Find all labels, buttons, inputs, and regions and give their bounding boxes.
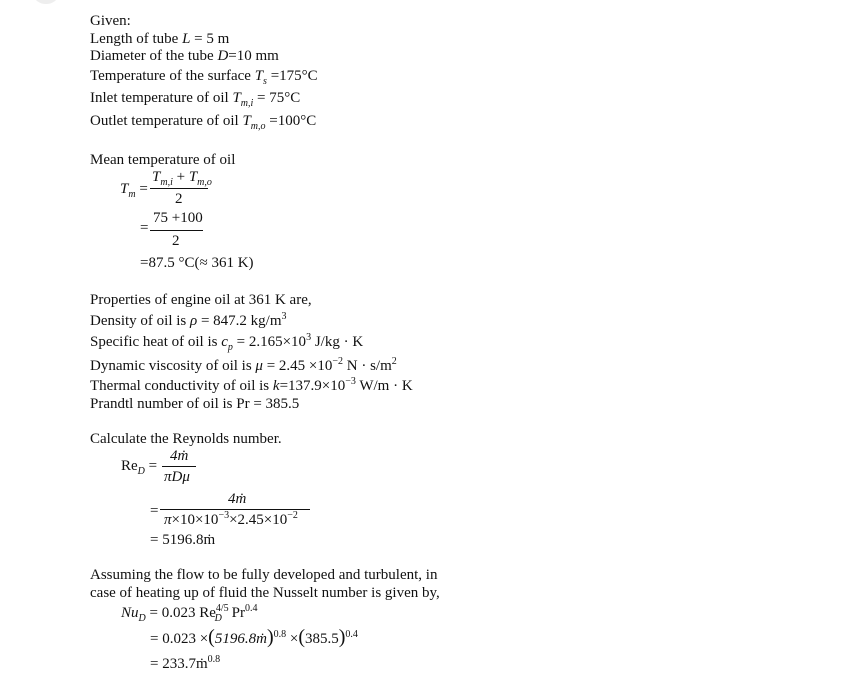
cp-value: = 2.165×10: [236, 334, 307, 350]
reynolds-fraction-2-numerator: 4ṁ: [228, 491, 247, 507]
cp-subscript: p: [227, 342, 233, 353]
k-label: Thermal conductivity of oil is: [90, 378, 270, 394]
surface-temp-label: Temperature of the surface: [90, 68, 251, 84]
nusselt-eq2-exponent-1: 0.8: [273, 629, 287, 640]
nusselt-eq1-exponent: 4/5: [215, 603, 229, 614]
nusselt-eq2-part-d: 385.5: [305, 631, 339, 647]
length-label: Length of tube: [90, 31, 179, 47]
reynolds-lhs: [121, 458, 157, 475]
inlet-temp-label: Inlet temperature of oil: [90, 90, 229, 106]
mean-temp-lhs-subscript: m: [128, 189, 136, 200]
mean-temp-lhs: [120, 181, 148, 198]
denominator-exponent-1: −3: [218, 510, 230, 521]
numerator-t1: T: [152, 169, 161, 185]
density-value: = 847.2 kg/m: [200, 313, 282, 329]
mu-exponent: −2: [332, 356, 343, 367]
k-symbol: k: [272, 378, 280, 394]
nusselt-lhs-symbol: Nu: [121, 605, 139, 621]
given-heading: Given:: [90, 13, 131, 29]
fraction-1-denominator: 2: [175, 191, 183, 207]
nusselt-equation-1: [121, 605, 257, 622]
mean-temp-heading: Mean temperature of oil: [90, 152, 236, 168]
fraction-1-bar: [150, 188, 208, 189]
reynolds-fraction-1-bar: [162, 466, 196, 467]
inlet-temp-symbol: T: [232, 90, 241, 106]
reynolds-lhs-symbol: Re: [121, 458, 138, 474]
given-diameter: [90, 48, 279, 65]
given-surface-temp: [90, 68, 318, 85]
mu-label: Dynamic viscosity of oil is: [90, 358, 252, 374]
density-exponent: 3: [281, 311, 287, 322]
given-length: [90, 31, 229, 48]
nusselt-eq1-pr-exponent: 0.4: [244, 603, 258, 614]
nusselt-equation-2: [150, 626, 358, 648]
denominator-pi: π: [164, 512, 172, 528]
open-paren-1: (: [208, 626, 215, 648]
k-unit: W/m · K: [359, 378, 413, 394]
mu-unit-exponent: 2: [391, 356, 397, 367]
denominator-part-2: ×2.45×10: [229, 512, 288, 528]
outlet-temp-value: =100°C: [269, 113, 317, 129]
mean-temp-result: =87.5 °C(≈ 361 K): [140, 255, 254, 271]
numerator-t2-subscript: m,o: [197, 177, 212, 188]
given-inlet-temp: [90, 90, 300, 107]
k-value: =137.9×10: [279, 378, 346, 394]
numerator-t2: T: [188, 169, 198, 185]
pr-value: Pr = 385.5: [236, 396, 300, 412]
nusselt-text-1: Assuming the flow to be fully developed and turbulent, in: [90, 567, 438, 583]
nusselt-lhs-subscript: D: [138, 613, 146, 624]
reynolds-lhs-subscript: D: [137, 466, 145, 477]
nusselt-eq1-value: = 0.023 Re: [149, 605, 216, 621]
mu-value: = 2.45 ×10: [266, 358, 333, 374]
nusselt-eq2-part-b: 5196.8ṁ: [214, 631, 267, 647]
close-paren-2: ): [338, 626, 346, 648]
denominator-part-1: ×10×10: [171, 512, 219, 528]
mu-symbol: μ: [255, 358, 263, 374]
property-specific-heat: [90, 334, 363, 351]
property-conductivity: [90, 378, 413, 395]
mu-unit: N · s/m: [346, 358, 392, 374]
mean-temp-equals-1: =: [139, 181, 148, 197]
property-viscosity: [90, 358, 397, 375]
length-symbol: L: [182, 31, 191, 47]
nusselt-result-exponent: 0.8: [207, 654, 221, 665]
diameter-value: =10 mm: [228, 48, 279, 64]
surface-temp-subscript: s: [263, 76, 267, 87]
outlet-temp-symbol: T: [242, 113, 251, 129]
mean-temp-equals-2: =: [140, 220, 149, 236]
numerator-plus: +: [176, 169, 186, 185]
denominator-exponent-2: −2: [287, 510, 298, 521]
fraction-2-bar: [150, 230, 203, 231]
given-outlet-temp: [90, 113, 316, 130]
reynolds-fraction-2-denominator: [164, 512, 298, 528]
nusselt-eq2-part-a: = 0.023 ×: [150, 631, 209, 647]
surface-temp-value: =175°C: [270, 68, 318, 84]
cp-exponent: 3: [306, 332, 312, 343]
close-paren-1: ): [266, 626, 274, 648]
nusselt-eq2-exponent-2: 0.4: [345, 629, 358, 640]
inlet-temp-subscript: m,i: [240, 98, 254, 109]
density-symbol: ρ: [190, 313, 198, 329]
density-label: Density of oil is: [90, 313, 187, 329]
outlet-temp-subscript: m,o: [250, 121, 266, 132]
reynolds-equals-1: =: [148, 458, 158, 474]
nusselt-eq2-times: ×: [289, 631, 299, 647]
property-density: [90, 313, 287, 330]
open-paren-2: (: [298, 626, 305, 648]
nusselt-result: [150, 656, 220, 673]
surface-temp-symbol: T: [254, 68, 264, 84]
reynolds-heading: Calculate the Reynolds number.: [90, 431, 282, 447]
nusselt-text-2: case of heating up of fluid the Nusselt number is given by,: [90, 585, 440, 601]
fraction-2-numerator: 75 +100: [153, 210, 203, 226]
pr-label: Prandtl number of oil is: [90, 396, 233, 412]
cp-unit: J/kg · K: [314, 334, 364, 350]
nusselt-result-value: = 233.7ṁ: [150, 656, 208, 672]
property-prandtl: [90, 396, 299, 413]
nusselt-eq1-pr: Pr: [231, 605, 245, 621]
properties-heading: Properties of engine oil at 361 K are,: [90, 292, 312, 308]
reynolds-result: = 5196.8ṁ: [150, 532, 216, 548]
diameter-symbol: D: [217, 48, 229, 64]
numerator-t1-subscript: m,i: [160, 177, 173, 188]
diameter-label: Diameter of the tube: [90, 48, 214, 64]
inlet-temp-value: = 75°C: [257, 90, 301, 106]
k-exponent: −3: [345, 376, 356, 387]
cp-symbol: c: [221, 334, 228, 350]
reynolds-fraction-1-denominator: πDμ: [164, 469, 190, 485]
nusselt-eq1-subscript: D: [214, 613, 222, 624]
mean-temp-lhs-symbol: T: [120, 181, 129, 197]
corner-decoration: [34, 0, 58, 4]
length-value: = 5 m: [194, 31, 230, 47]
reynolds-equals-2: =: [150, 503, 159, 519]
cp-label: Specific heat of oil is: [90, 334, 218, 350]
fraction-2-denominator: 2: [172, 233, 180, 249]
fraction-1-numerator: [152, 169, 212, 188]
reynolds-fraction-1-numerator: 4ṁ: [170, 448, 189, 464]
outlet-temp-label: Outlet temperature of oil: [90, 113, 239, 129]
